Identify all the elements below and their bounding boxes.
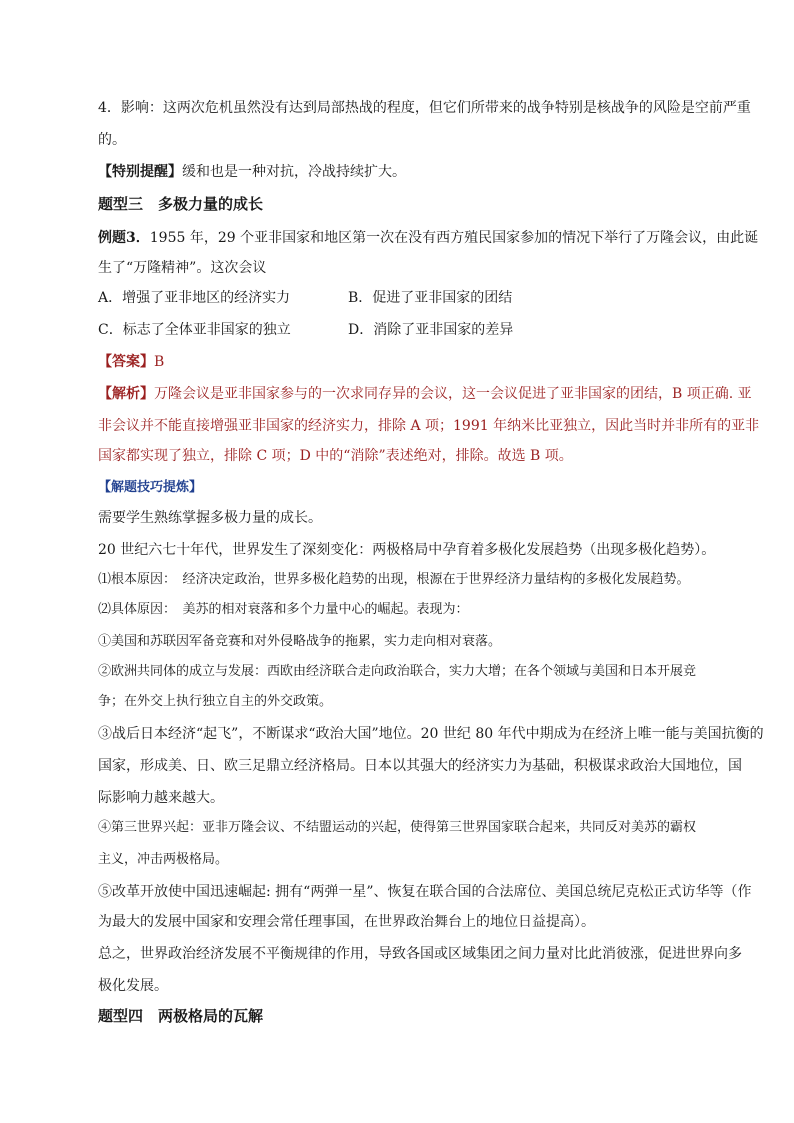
reminder-text: 缓和也是一种对抗，冷战持续扩大。 [182,164,406,180]
option-c: C．标志了全体亚非国家的独立 [98,322,291,338]
tips-line: 总之，世界政治经济发展不平衡规律的作用，导致各国或区域集团之间力量对比此消彼涨，促进世界向多 [98,946,742,962]
reminder-tag: 【特别提醒】 [98,164,182,180]
tips-line: 国家，形成美、日、欧三足鼎立经济格局。日本以其强大的经济实力为基础，积极谋求政治大国地位，国 [98,758,742,774]
tips-line: 际影响力越来越大。 [98,790,224,806]
tips-line: ②欧洲共同体的成立与发展：西欧由经济联合走向政治联合，实力大增；在各个领域与美国和日本开展竞 [98,664,697,679]
tips-line: 极化发展。 [98,978,168,994]
tips-line: 为最大的发展中国家和安理会常任理事国，在世界政治舞台上的地位日益提高）。 [98,914,595,930]
analysis-text: 万隆会议是亚非国家参与的一次求同存异的会议，这一会议促进了亚非国家的团结，B 项正确. 亚 [154,386,752,402]
option-b: B．促进了亚非国家的团结 [348,290,513,306]
section-title: 题型四 两极格局的瓦解 [98,1007,264,1025]
example-question [98,228,758,248]
tips-heading: 【解题技巧提炼】 [98,480,203,495]
answer-value: B [154,354,165,370]
analysis [98,384,752,404]
option-d: D．消除了亚非国家的差异 [348,322,514,338]
tips-line: 争；在外交上执行独立自主的外交政策。 [98,694,333,709]
tips-line: 20 世纪六七十年代，世界发生了深刻变化：两极格局中孕育着多极化发展趋势（出现多极化趋势）。 [98,542,716,558]
tips-line: ⑴根本原因： 经济决定政治，世界多极化趋势的出现，根源在于世界经济力量结构的多极化发展趋势。 [98,572,690,587]
tips-line: ③战后日本经济“起飞”，不断谋求“政治大国”地位。20 世纪 80 年代中期成为在经济上唯一能与美国抗衡的 [98,726,764,742]
option-a: A．增强了亚非地区的经济实力 [98,290,291,306]
analysis-tag: 【解析】 [98,386,154,402]
example-text: 1955 年，29 个亚非国家和地区第一次在没有西方殖民国家参加的情况下举行了万隆会议，由此诞 [149,230,759,246]
answer-tag: 【答案】 [98,354,154,370]
tips-line: 需要学生熟练掌握多极力量的成长。 [98,510,322,526]
tips-line: ⑵具体原因： 美苏的相对衰落和多个力量中心的崛起。表现为： [98,602,469,617]
tips-line: 主义，冲击两极格局。 [98,852,229,867]
paragraph-line: 4．影响：这两次危机虽然没有达到局部热战的程度，但它们所带来的战争特别是核战争的风险是空前严重 [98,100,751,116]
paragraph-line: 的。 [98,132,126,148]
tips-line: ①美国和苏联因军备竞赛和对外侵略战争的拖累，实力走向相对衰落。 [98,634,502,649]
tips-line: ⑤改革开放使中国迅速崛起: 拥有“两弹一星”、恢复在联合国的合法席位、美国总统尼克松正式访华等（作 [98,884,752,900]
tips-line: ④第三世界兴起：亚非万隆会议、不结盟运动的兴起，使得第三世界国家联合起来，共同反对美苏的霸权 [98,820,697,835]
section-title: 题型三 多极力量的成长 [98,195,264,213]
analysis-line: 国家都实现了独立，排除 C 项；D 中的“消除”表述绝对，排除。故选 B 项。 [98,448,573,464]
special-reminder [98,162,406,182]
example-label: 例题3． [98,230,150,246]
example-text-line: 生了“万隆精神”。这次会议 [98,260,267,276]
answer [98,352,164,372]
analysis-line: 非会议并不能直接增强亚非国家的经济实力，排除 A 项；1991 年纳米比亚独立，因此当时并非所有的亚非 [98,418,760,434]
